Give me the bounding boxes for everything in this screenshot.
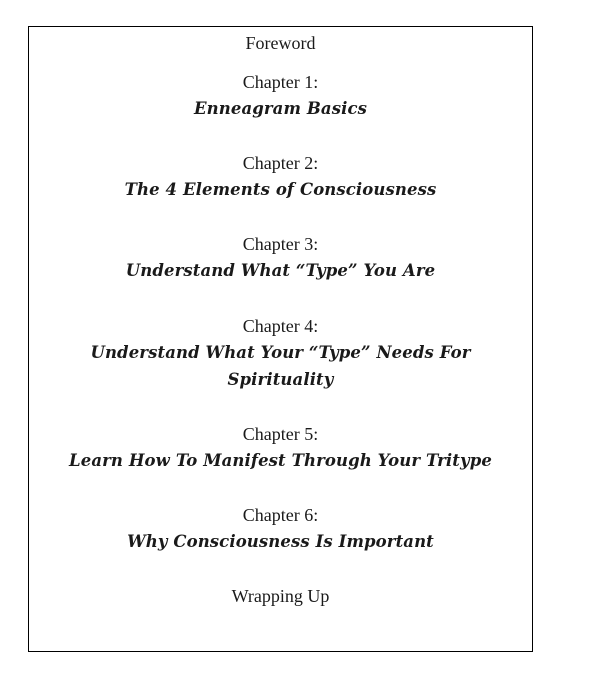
chapter-2-title: The 4 Elements of Consciousness: [124, 180, 437, 199]
chapter-6-number: Chapter 6:: [242, 505, 319, 525]
chapter-4-title-line-2: Spirituality: [227, 370, 334, 389]
chapter-1-number: Chapter 1:: [242, 72, 319, 92]
chapter-3-title: Understand What “Type” You Are: [125, 261, 436, 280]
chapter-5-title: Learn How To Manifest Through Your Tritype: [69, 451, 492, 470]
foreword-entry: Foreword: [245, 33, 316, 53]
chapter-2-number: Chapter 2:: [242, 153, 319, 173]
chapter-1-title: Enneagram Basics: [193, 99, 367, 118]
chapter-4-title-line-1: Understand What Your “Type” Needs For: [90, 343, 471, 362]
chapter-6-title: Why Consciousness Is Important: [127, 532, 434, 551]
table-of-contents: [28, 26, 533, 652]
chapter-5-number: Chapter 5:: [242, 424, 319, 444]
wrapping-up-entry: Wrapping Up: [231, 586, 330, 606]
chapter-3-number: Chapter 3:: [242, 234, 319, 254]
chapter-4-number: Chapter 4:: [242, 316, 319, 336]
